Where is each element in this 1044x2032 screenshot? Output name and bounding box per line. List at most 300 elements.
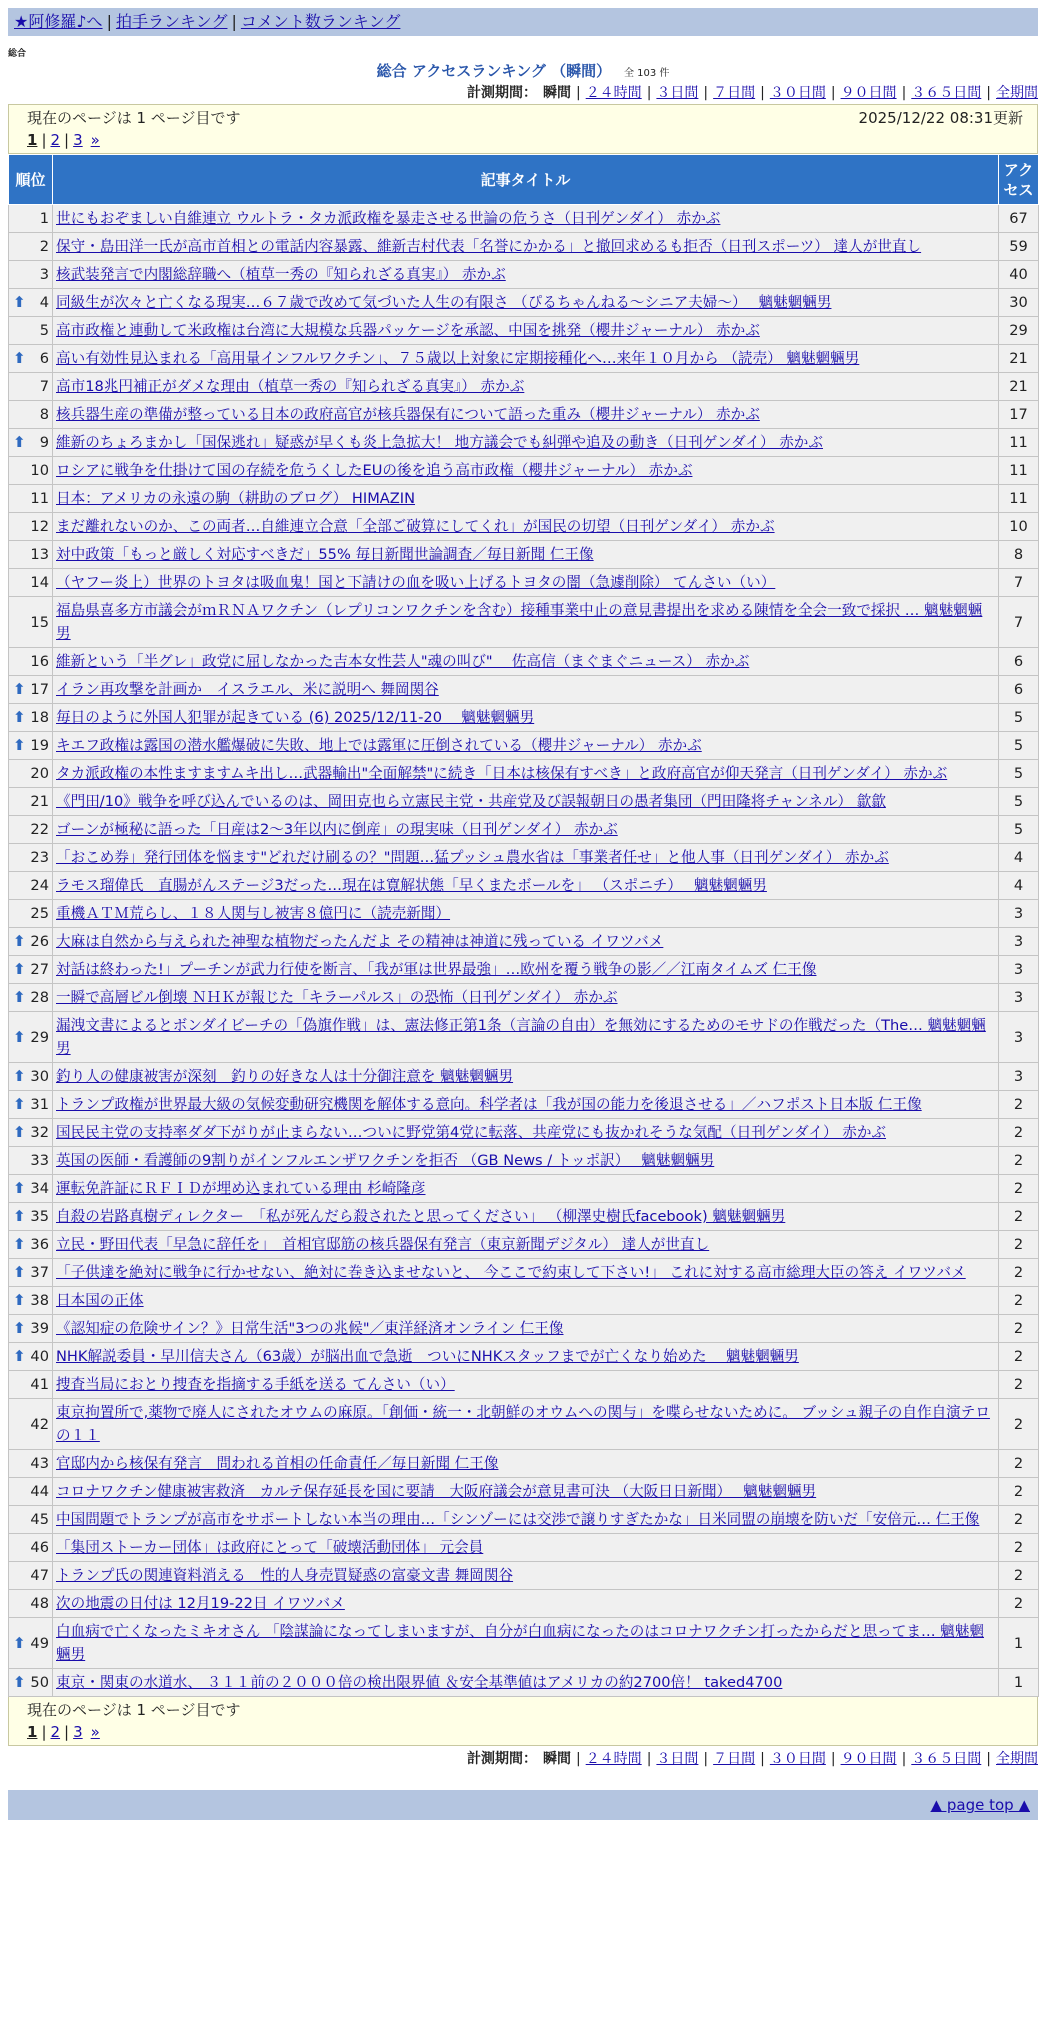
table-row	[9, 1287, 1039, 1315]
article-title-link[interactable]: 自殺の岩路真樹ディレクター 「私が死んだら殺されたと思ってください」 （柳澤史樹氏facebook) 魑魅魍魎男	[56, 1208, 786, 1225]
table-row	[9, 429, 1039, 457]
pager-top	[8, 104, 1038, 154]
article-title-link[interactable]: 英国の医師・看護師の9割りがインフルエンザワクチンを拒否 （GB News / トッポ訳） 魑魅魍魎男	[56, 1152, 715, 1169]
table-row	[9, 760, 1039, 788]
up-arrow-icon: ⬆	[13, 1235, 26, 1253]
rank-cell	[9, 541, 53, 569]
table-row	[9, 1506, 1039, 1534]
rank-number: 7	[39, 378, 49, 395]
table-row	[9, 1231, 1039, 1259]
article-title-link[interactable]: ロシアに戦争を仕掛けて国の存続を危うくしたEUの後を追う高市政権（櫻井ジャーナル） 赤かぶ	[56, 462, 693, 479]
pager-page-link[interactable]: 2	[50, 131, 61, 149]
table-row	[9, 1203, 1039, 1231]
access-count: 5	[999, 732, 1039, 760]
title-cell	[53, 1534, 999, 1562]
rank-cell	[9, 569, 53, 597]
pager-bottom	[8, 1697, 1038, 1746]
access-count: 2	[999, 1399, 1039, 1450]
period-link[interactable]: 全期間	[996, 1751, 1038, 1767]
rank-number: 30	[30, 1068, 49, 1085]
access-count: 2	[999, 1231, 1039, 1259]
access-count: 2	[999, 1534, 1039, 1562]
rank-cell	[9, 1669, 53, 1697]
up-arrow-icon: ⬆	[13, 1319, 26, 1337]
rank-number: 13	[30, 546, 49, 563]
rank-number: 46	[30, 1539, 49, 1556]
table-row	[9, 569, 1039, 597]
rank-cell	[9, 648, 53, 676]
table-row	[9, 844, 1039, 872]
table-row	[9, 1669, 1039, 1697]
period-selector	[8, 82, 1038, 104]
page-title-row	[8, 60, 1038, 82]
rank-cell	[9, 900, 53, 928]
article-title-link[interactable]: 運転免許証にＲＦＩＤが埋め込まれている理由 杉崎隆彦	[56, 1180, 426, 1197]
up-arrow-icon: ⬆	[13, 1207, 26, 1225]
title-cell	[53, 261, 999, 289]
page-top-link[interactable]: ▲ page top ▲	[930, 1796, 1030, 1814]
title-cell	[53, 1399, 999, 1450]
period-separator: |	[646, 1751, 652, 1767]
access-count: 2	[999, 1203, 1039, 1231]
rank-cell	[9, 513, 53, 541]
access-count: 2	[999, 1287, 1039, 1315]
title-cell	[53, 233, 999, 261]
rank-cell	[9, 1534, 53, 1562]
table-row	[9, 1119, 1039, 1147]
rank-number: 19	[30, 737, 49, 754]
period-link[interactable]: ３６５日間	[911, 85, 982, 101]
title-cell	[53, 1450, 999, 1478]
table-row	[9, 1534, 1039, 1562]
rank-number: 49	[30, 1634, 49, 1652]
pager-page-link[interactable]: 3	[73, 131, 83, 149]
period-link[interactable]: ３６５日間	[911, 1751, 982, 1767]
table-row	[9, 1012, 1039, 1063]
up-arrow-icon: ⬆	[13, 1123, 26, 1141]
rank-number: 34	[30, 1180, 49, 1197]
period-link[interactable]: ３０日間	[769, 85, 826, 101]
rank-cell	[9, 1315, 53, 1343]
article-title-link[interactable]: 「おこめ券」発行団体を悩ます"どれだけ刷るの？"問題…猛プッシュ農水省は「事業者任せ」と他人事（日刊ゲンダイ） 赤かぶ	[56, 849, 889, 866]
article-title-link[interactable]: 一瞬で高層ビル倒壊 ＮＨＫが報じた「キラーパルス」の恐怖（日刊ゲンダイ） 赤かぶ	[56, 989, 618, 1006]
title-cell	[53, 760, 999, 788]
table-row	[9, 513, 1039, 541]
title-cell	[53, 1315, 999, 1343]
article-title-link[interactable]: 東京拘置所で,薬物で廃人にされたオウムの麻原。「創価・統一・北朝鮮のオウムへの関与」を喋らせないために。 ブッシュ親子の自作自演テロの１１	[56, 1404, 990, 1444]
rank-cell	[9, 1343, 53, 1371]
rank-number: 39	[30, 1320, 49, 1337]
table-row	[9, 541, 1039, 569]
rank-number: 26	[30, 933, 49, 950]
article-title-link[interactable]: イラン再攻撃を計画か イスラエル、米に説明へ 舞岡関谷	[56, 681, 439, 698]
rank-number: 24	[30, 877, 49, 894]
title-cell	[53, 401, 999, 429]
period-link[interactable]: ９０日間	[840, 1751, 897, 1767]
rank-number: 3	[39, 266, 49, 283]
period-link[interactable]: ３日間	[656, 1751, 699, 1767]
article-title-link[interactable]: 世にもおぞましい自維連立 ウルトラ・タカ派政権を暴走させる世論の危うさ（日刊ゲンダイ） 赤かぶ	[56, 210, 721, 227]
access-count: 2	[999, 1590, 1039, 1618]
rank-cell	[9, 1478, 53, 1506]
title-cell	[53, 1119, 999, 1147]
access-count: 21	[999, 345, 1039, 373]
updated-timestamp: 2025/12/22 08:31更新	[858, 109, 1023, 127]
rank-number: 28	[30, 989, 49, 1006]
title-cell	[53, 457, 999, 485]
article-title-link[interactable]: 毎日のように外国人犯罪が起きている (6) 2025/12/11-20 魑魅魍魎男	[56, 709, 535, 726]
rank-cell	[9, 289, 53, 317]
rank-number: 5	[39, 322, 49, 339]
rank-cell	[9, 1450, 53, 1478]
table-row	[9, 1618, 1039, 1669]
article-title-link[interactable]: 日本国の正体	[56, 1292, 144, 1309]
title-cell	[53, 732, 999, 760]
article-title-link[interactable]: 対中政策「もっと厳しく対応すべきだ」55% 毎日新聞世論調査／毎日新聞 仁王像	[56, 546, 594, 563]
page-title: 総合 アクセスランキング （瞬間）	[376, 62, 612, 80]
table-row	[9, 1259, 1039, 1287]
up-arrow-icon: ⬆	[13, 1673, 26, 1691]
nav-separator: |	[231, 12, 237, 31]
title-cell	[53, 1231, 999, 1259]
rank-number: 36	[30, 1236, 49, 1253]
period-link[interactable]: ９０日間	[840, 85, 897, 101]
rank-cell	[9, 345, 53, 373]
access-count: 40	[999, 261, 1039, 289]
access-column-header: アクセス	[999, 155, 1039, 205]
pager-page-link[interactable]: 2	[50, 1723, 61, 1741]
table-row	[9, 1562, 1039, 1590]
table-row	[9, 928, 1039, 956]
period-separator: |	[986, 85, 991, 101]
total-count: 全 103 件	[623, 68, 670, 79]
current-page-text: 現在のページは 1 ページ目です	[27, 109, 241, 127]
title-cell	[53, 541, 999, 569]
title-cell	[53, 373, 999, 401]
rank-number: 18	[30, 709, 49, 726]
title-cell	[53, 788, 999, 816]
article-title-link[interactable]: 保守・島田洋一氏が高市首相との電話内容暴露、維新吉村代表「名誉にかかる」と撤回求めるも拒否（日刊スポーツ） 達人が世直し	[56, 238, 922, 255]
title-cell	[53, 648, 999, 676]
article-title-link[interactable]: 福島県喜多方市議会がｍＲＮＡワクチン（レプリコンワクチンを含む）接種事業中止の意見書提出を求める陳情を全会一致で採択 … 魑魅魍魎男	[56, 602, 983, 642]
home-link[interactable]: ★阿修羅♪へ	[14, 12, 103, 31]
access-count: 59	[999, 233, 1039, 261]
article-title-link[interactable]: （ヤフー炎上）世界のトヨタは吸血鬼！国と下請けの血を吸い上げるトヨタの闇（急遽削除） てんさい（い）	[56, 574, 776, 591]
rank-number: 21	[30, 793, 49, 810]
rank-cell	[9, 1590, 53, 1618]
pager-current-page: 1	[27, 1723, 38, 1741]
rank-number: 43	[30, 1455, 49, 1472]
access-count: 2	[999, 1450, 1039, 1478]
table-row	[9, 233, 1039, 261]
article-title-link[interactable]: ラモス瑠偉氏 直腸がんステージ3だった…現在は寛解状態「早くまたボールを」 （スポニチ） 魑魅魍魎男	[56, 877, 767, 894]
access-count: 2	[999, 1175, 1039, 1203]
period-separator: |	[575, 85, 581, 101]
period-link[interactable]: 全期間	[996, 85, 1038, 101]
rank-number: 2	[39, 238, 49, 255]
table-row	[9, 1343, 1039, 1371]
rank-number: 10	[30, 462, 49, 479]
table-row	[9, 1147, 1039, 1175]
access-count: 7	[999, 597, 1039, 648]
table-row	[9, 816, 1039, 844]
pager-next-link[interactable]: »	[90, 131, 100, 149]
rank-cell	[9, 760, 53, 788]
title-cell	[53, 1371, 999, 1399]
rank-number: 44	[30, 1483, 49, 1500]
period-separator: |	[986, 1751, 991, 1767]
rank-cell	[9, 676, 53, 704]
table-row	[9, 956, 1039, 984]
pager-separator: |	[41, 1723, 47, 1741]
article-title-link[interactable]: 捜査当局におとり捜査を指摘する手紙を送る てんさい（い）	[56, 1376, 455, 1393]
title-cell	[53, 1012, 999, 1063]
rank-cell	[9, 788, 53, 816]
title-cell	[53, 1259, 999, 1287]
article-title-link[interactable]: トランプ政権が世界最大級の気候変動研究機関を解体する意向。科学者は「我が国の能力を後退させる」／ハフポスト日本版 仁王像	[56, 1096, 922, 1113]
table-row	[9, 732, 1039, 760]
article-title-link[interactable]: 対話は終わった!」プーチンが武力行使を断言、「我が軍は世界最強」…欧州を覆う戦争の影／／江南タイムズ 仁王像	[56, 961, 817, 978]
rank-cell	[9, 872, 53, 900]
pager-separator: |	[64, 1723, 70, 1741]
table-row	[9, 788, 1039, 816]
period-label: 計測期間：	[466, 85, 537, 101]
rank-cell	[9, 1287, 53, 1315]
ranking-table	[8, 154, 1039, 1697]
period-link[interactable]: ３０日間	[769, 1751, 826, 1767]
access-count: 4	[999, 844, 1039, 872]
up-arrow-icon: ⬆	[13, 680, 26, 698]
table-row	[9, 1091, 1039, 1119]
access-count: 10	[999, 513, 1039, 541]
rank-number: 8	[39, 406, 49, 423]
article-title-link[interactable]: トランプ氏の関連資料消える 性的人身売買疑惑の富豪文書 舞岡関谷	[56, 1567, 514, 1584]
article-title-link[interactable]: 「子供達を絶対に戦争に行かせない、絶対に巻き込ませないと、 今ここで約束して下さい!」 これに対する高市総理大臣の答え イワツバメ	[56, 1264, 966, 1281]
title-cell	[53, 1590, 999, 1618]
period-separator: |	[760, 85, 765, 101]
article-title-link[interactable]: 同級生が次々と亡くなる現実…６７歳で改めて気づいた人生の有限さ （ぴるちゃんねる～シニア夫婦～） 魑魅魍魎男	[56, 294, 832, 311]
access-count: 2	[999, 1259, 1039, 1287]
title-cell	[53, 1506, 999, 1534]
article-title-link[interactable]: 高い有効性見込まれる「高用量インフルワクチン」、７５歳以上対象に定期接種化へ…来年１０月から （読売） 魑魅魍魎男	[56, 350, 860, 367]
article-title-link[interactable]: 《認知症の危険サイン？》日常生活"3つの兆候"／東洋経済オンライン 仁王像	[56, 1320, 564, 1337]
article-title-link[interactable]: 大麻は自然から与えられた神聖な植物だったんだよ その精神は神道に残っている イワツバメ	[56, 933, 664, 950]
article-title-link[interactable]: コロナワクチン健康被害救済 カルテ保存延長を国に要請 大阪府議会が意見書可決 （大阪日日新聞） 魑魅魍魎男	[56, 1483, 817, 1500]
up-arrow-icon: ⬆	[13, 293, 26, 311]
up-arrow-icon: ⬆	[13, 1027, 26, 1046]
period-separator: |	[901, 85, 907, 101]
rank-number: 42	[30, 1415, 49, 1433]
title-cell	[53, 1562, 999, 1590]
up-arrow-icon: ⬆	[13, 932, 26, 950]
table-row	[9, 289, 1039, 317]
up-arrow-icon: ⬆	[13, 349, 26, 367]
period-current: 瞬間	[542, 85, 571, 101]
access-count: 2	[999, 1343, 1039, 1371]
access-count: 7	[999, 569, 1039, 597]
comment-ranking-link[interactable]: コメント数ランキング	[240, 12, 401, 31]
rank-cell	[9, 373, 53, 401]
article-title-link[interactable]: 次の地震の日付は 12月19-22日 イワツバメ	[56, 1595, 345, 1612]
title-cell	[53, 956, 999, 984]
applause-ranking-link[interactable]: 拍手ランキング	[115, 12, 228, 31]
title-cell	[53, 289, 999, 317]
rank-cell	[9, 429, 53, 457]
article-title-link[interactable]: 官邸内から核保有発言 問われる首相の任命責任／毎日新聞 仁王像	[56, 1455, 499, 1472]
rank-cell	[9, 1119, 53, 1147]
article-title-link[interactable]: 漏洩文書によるとボンダイビーチの「偽旗作戦」は、憲法修正第1条（言論の自由）を無効にするためのモサドの作戦だった（The… 魑魅魍魎男	[56, 1017, 986, 1057]
access-count: 3	[999, 956, 1039, 984]
rank-number: 15	[30, 613, 49, 631]
rank-cell	[9, 732, 53, 760]
access-count: 4	[999, 872, 1039, 900]
period-link[interactable]: ７日間	[713, 1751, 756, 1767]
rank-cell	[9, 956, 53, 984]
title-cell	[53, 429, 999, 457]
access-count: 11	[999, 457, 1039, 485]
rank-cell	[9, 816, 53, 844]
article-title-link[interactable]: 重機ＡＴＭ荒らし、１８人関与し被害８億円に（読売新聞）	[56, 905, 451, 922]
article-title-link[interactable]: ゴーンが極秘に語った「日産は2～3年以内に倒産」の現実味（日刊ゲンダイ） 赤かぶ	[56, 821, 618, 838]
table-row	[9, 676, 1039, 704]
rank-cell	[9, 457, 53, 485]
article-title-link[interactable]: 高市18兆円補正がダメな理由（植草一秀の『知られざる真実』） 赤かぶ	[56, 378, 525, 395]
title-cell	[53, 704, 999, 732]
rank-number: 4	[39, 294, 49, 311]
period-separator: |	[830, 1751, 836, 1767]
rank-number: 37	[30, 1264, 49, 1281]
rank-cell	[9, 205, 53, 233]
rank-number: 29	[30, 1028, 49, 1046]
rank-number: 25	[30, 905, 49, 922]
title-cell	[53, 317, 999, 345]
table-row	[9, 261, 1039, 289]
title-cell	[53, 1287, 999, 1315]
table-row	[9, 1450, 1039, 1478]
rank-cell	[9, 1506, 53, 1534]
title-cell	[53, 816, 999, 844]
up-arrow-icon: ⬆	[13, 1347, 26, 1365]
table-row	[9, 597, 1039, 648]
article-title-link[interactable]: まだ離れないのか、この両者…自維連立合意「全部ご破算にしてくれ」が国民の切望（日刊ゲンダイ） 赤かぶ	[56, 518, 775, 535]
table-row	[9, 485, 1039, 513]
rank-number: 12	[30, 518, 49, 535]
article-title-link[interactable]: 核武装発言で内閣総辞職へ（植草一秀の『知られざる真実』） 赤かぶ	[56, 266, 506, 283]
title-cell	[53, 1091, 999, 1119]
table-row	[9, 648, 1039, 676]
rank-number: 17	[30, 681, 49, 698]
period-separator: |	[646, 85, 652, 101]
title-cell	[53, 1618, 999, 1669]
rank-number: 23	[30, 849, 49, 866]
article-title-link[interactable]: 「集団ストーカー団体」は政府にとって「破壊活動団体」 元会員	[56, 1539, 484, 1556]
article-title-link[interactable]: 維新という「半グレ」政党に屈しなかった吉本女性芸人"魂の叫び" 佐高信（まぐまぐニュース） 赤かぶ	[56, 653, 750, 670]
access-count: 5	[999, 816, 1039, 844]
rank-number: 14	[30, 574, 49, 591]
access-count: 1	[999, 1669, 1039, 1697]
article-title-link[interactable]: 日本：アメリカの永遠の駒（耕助のブログ） HIMAZIN	[56, 490, 416, 507]
article-title-link[interactable]: 国民民主党の支持率ダダ下がりが止まらない…ついに野党第4党に転落、共産党にも抜かれそうな気配（日刊ゲンダイ） 赤かぶ	[56, 1124, 887, 1141]
access-count: 2	[999, 1562, 1039, 1590]
access-count: 11	[999, 429, 1039, 457]
period-link[interactable]: ７日間	[713, 85, 756, 101]
title-cell	[53, 844, 999, 872]
rank-cell	[9, 1371, 53, 1399]
access-count: 5	[999, 788, 1039, 816]
pager-separator: |	[64, 131, 70, 149]
up-arrow-icon: ⬆	[13, 960, 26, 978]
rank-cell	[9, 984, 53, 1012]
up-arrow-icon: ⬆	[13, 1263, 26, 1281]
top-nav-bar	[8, 8, 1038, 36]
table-row	[9, 704, 1039, 732]
rank-number: 45	[30, 1511, 49, 1528]
article-title-link[interactable]: キエフ政権は露国の潜水艦爆破に失敗、地上では露軍に圧倒されている（櫻井ジャーナル） 赤かぶ	[56, 737, 702, 754]
rank-cell	[9, 928, 53, 956]
title-cell	[53, 485, 999, 513]
table-row	[9, 317, 1039, 345]
article-title-link[interactable]: 《門田/10》戦争を呼び込んでいるのは、岡田克也ら立憲民主党・共産党及び誤報朝日の愚者集団（門田隆将チャンネル） 歙歙	[56, 793, 886, 810]
pager-next-link[interactable]: »	[90, 1723, 100, 1741]
title-cell	[53, 900, 999, 928]
article-title-link[interactable]: NHK解説委員・早川信夫さん（63歳）が脳出血で急逝 ついにNHKスタッフまでが亡くなり始めた 魑魅魍魎男	[56, 1348, 799, 1365]
period-link[interactable]: ３日間	[656, 85, 699, 101]
article-title-link[interactable]: 白血病で亡くなったミキオさん 「陰謀論になってしまいますが、自分が白血病になったのはコロナワクチン打ったからだと思ってま… 魑魅魍魎男	[56, 1623, 984, 1663]
table-row	[9, 984, 1039, 1012]
article-title-link[interactable]: 中国問題でトランプが高市をサポートしない本当の理由…「シンゾーには交渉で譲りすぎたかな」日米同盟の崩壊を防いだ「安倍元… 仁王像	[56, 1511, 980, 1528]
period-link[interactable]: ２４時間	[585, 1751, 642, 1767]
pager-page-link[interactable]: 3	[73, 1723, 83, 1741]
rank-number: 1	[39, 210, 49, 227]
article-title-link[interactable]: 東京・関東の水道水、 ３１１前の２０００倍の検出限界値 ＆安全基準値はアメリカの約2700倍！ taked4700	[56, 1674, 783, 1691]
rank-cell	[9, 1091, 53, 1119]
table-row	[9, 345, 1039, 373]
table-row	[9, 401, 1039, 429]
access-count: 11	[999, 485, 1039, 513]
title-cell	[53, 569, 999, 597]
rank-number: 9	[39, 434, 49, 451]
access-count: 5	[999, 704, 1039, 732]
rank-number: 16	[30, 653, 49, 670]
rank-cell	[9, 1231, 53, 1259]
period-link[interactable]: ２４時間	[585, 85, 642, 101]
rank-cell	[9, 704, 53, 732]
up-arrow-icon: ⬆	[13, 736, 26, 754]
title-cell	[53, 1063, 999, 1091]
title-cell	[53, 1175, 999, 1203]
bottom-bar	[8, 1790, 1038, 1820]
article-title-link[interactable]: 立民・野田代表「早急に辞任を」 首相官邸筋の核兵器保有発言（東京新聞デジタル） 達人が世直し	[56, 1236, 710, 1253]
rank-cell	[9, 1012, 53, 1063]
article-title-link[interactable]: 核兵器生産の準備が整っている日本の政府高官が核兵器保有について語った重み（櫻井ジャーナル） 赤かぶ	[56, 406, 760, 423]
access-count: 2	[999, 1506, 1039, 1534]
article-title-link[interactable]: 高市政権と連動して米政権は台湾に大規模な兵器パッケージを承認、中国を挑発（櫻井ジャーナル） 赤かぶ	[56, 322, 760, 339]
table-row	[9, 1315, 1039, 1343]
period-selector-bottom	[8, 1748, 1038, 1770]
article-title-link[interactable]: タカ派政権の本性ますますムキ出し…武器輸出"全面解禁"に続き「日本は核保有すべき」と政府高官が仰天発言（日刊ゲンダイ） 赤かぶ	[56, 765, 948, 782]
article-title-link[interactable]: 維新のちょろまかし「国保逃れ」疑惑が早くも炎上急拡大！ 地方議会でも糾弾や追及の動き（日刊ゲンダイ） 赤かぶ	[56, 434, 823, 451]
article-title-link[interactable]: 釣り人の健康被害が深刻 釣りの好きな人は十分御注意を 魑魅魍魎男	[56, 1068, 514, 1085]
table-row	[9, 1063, 1039, 1091]
title-cell	[53, 984, 999, 1012]
title-cell	[53, 345, 999, 373]
rank-number: 31	[30, 1096, 49, 1113]
page-links	[27, 1721, 1023, 1743]
rank-cell	[9, 1618, 53, 1669]
rank-number: 32	[30, 1124, 49, 1141]
pager-current-page: 1	[27, 131, 38, 149]
period-separator: |	[830, 85, 836, 101]
